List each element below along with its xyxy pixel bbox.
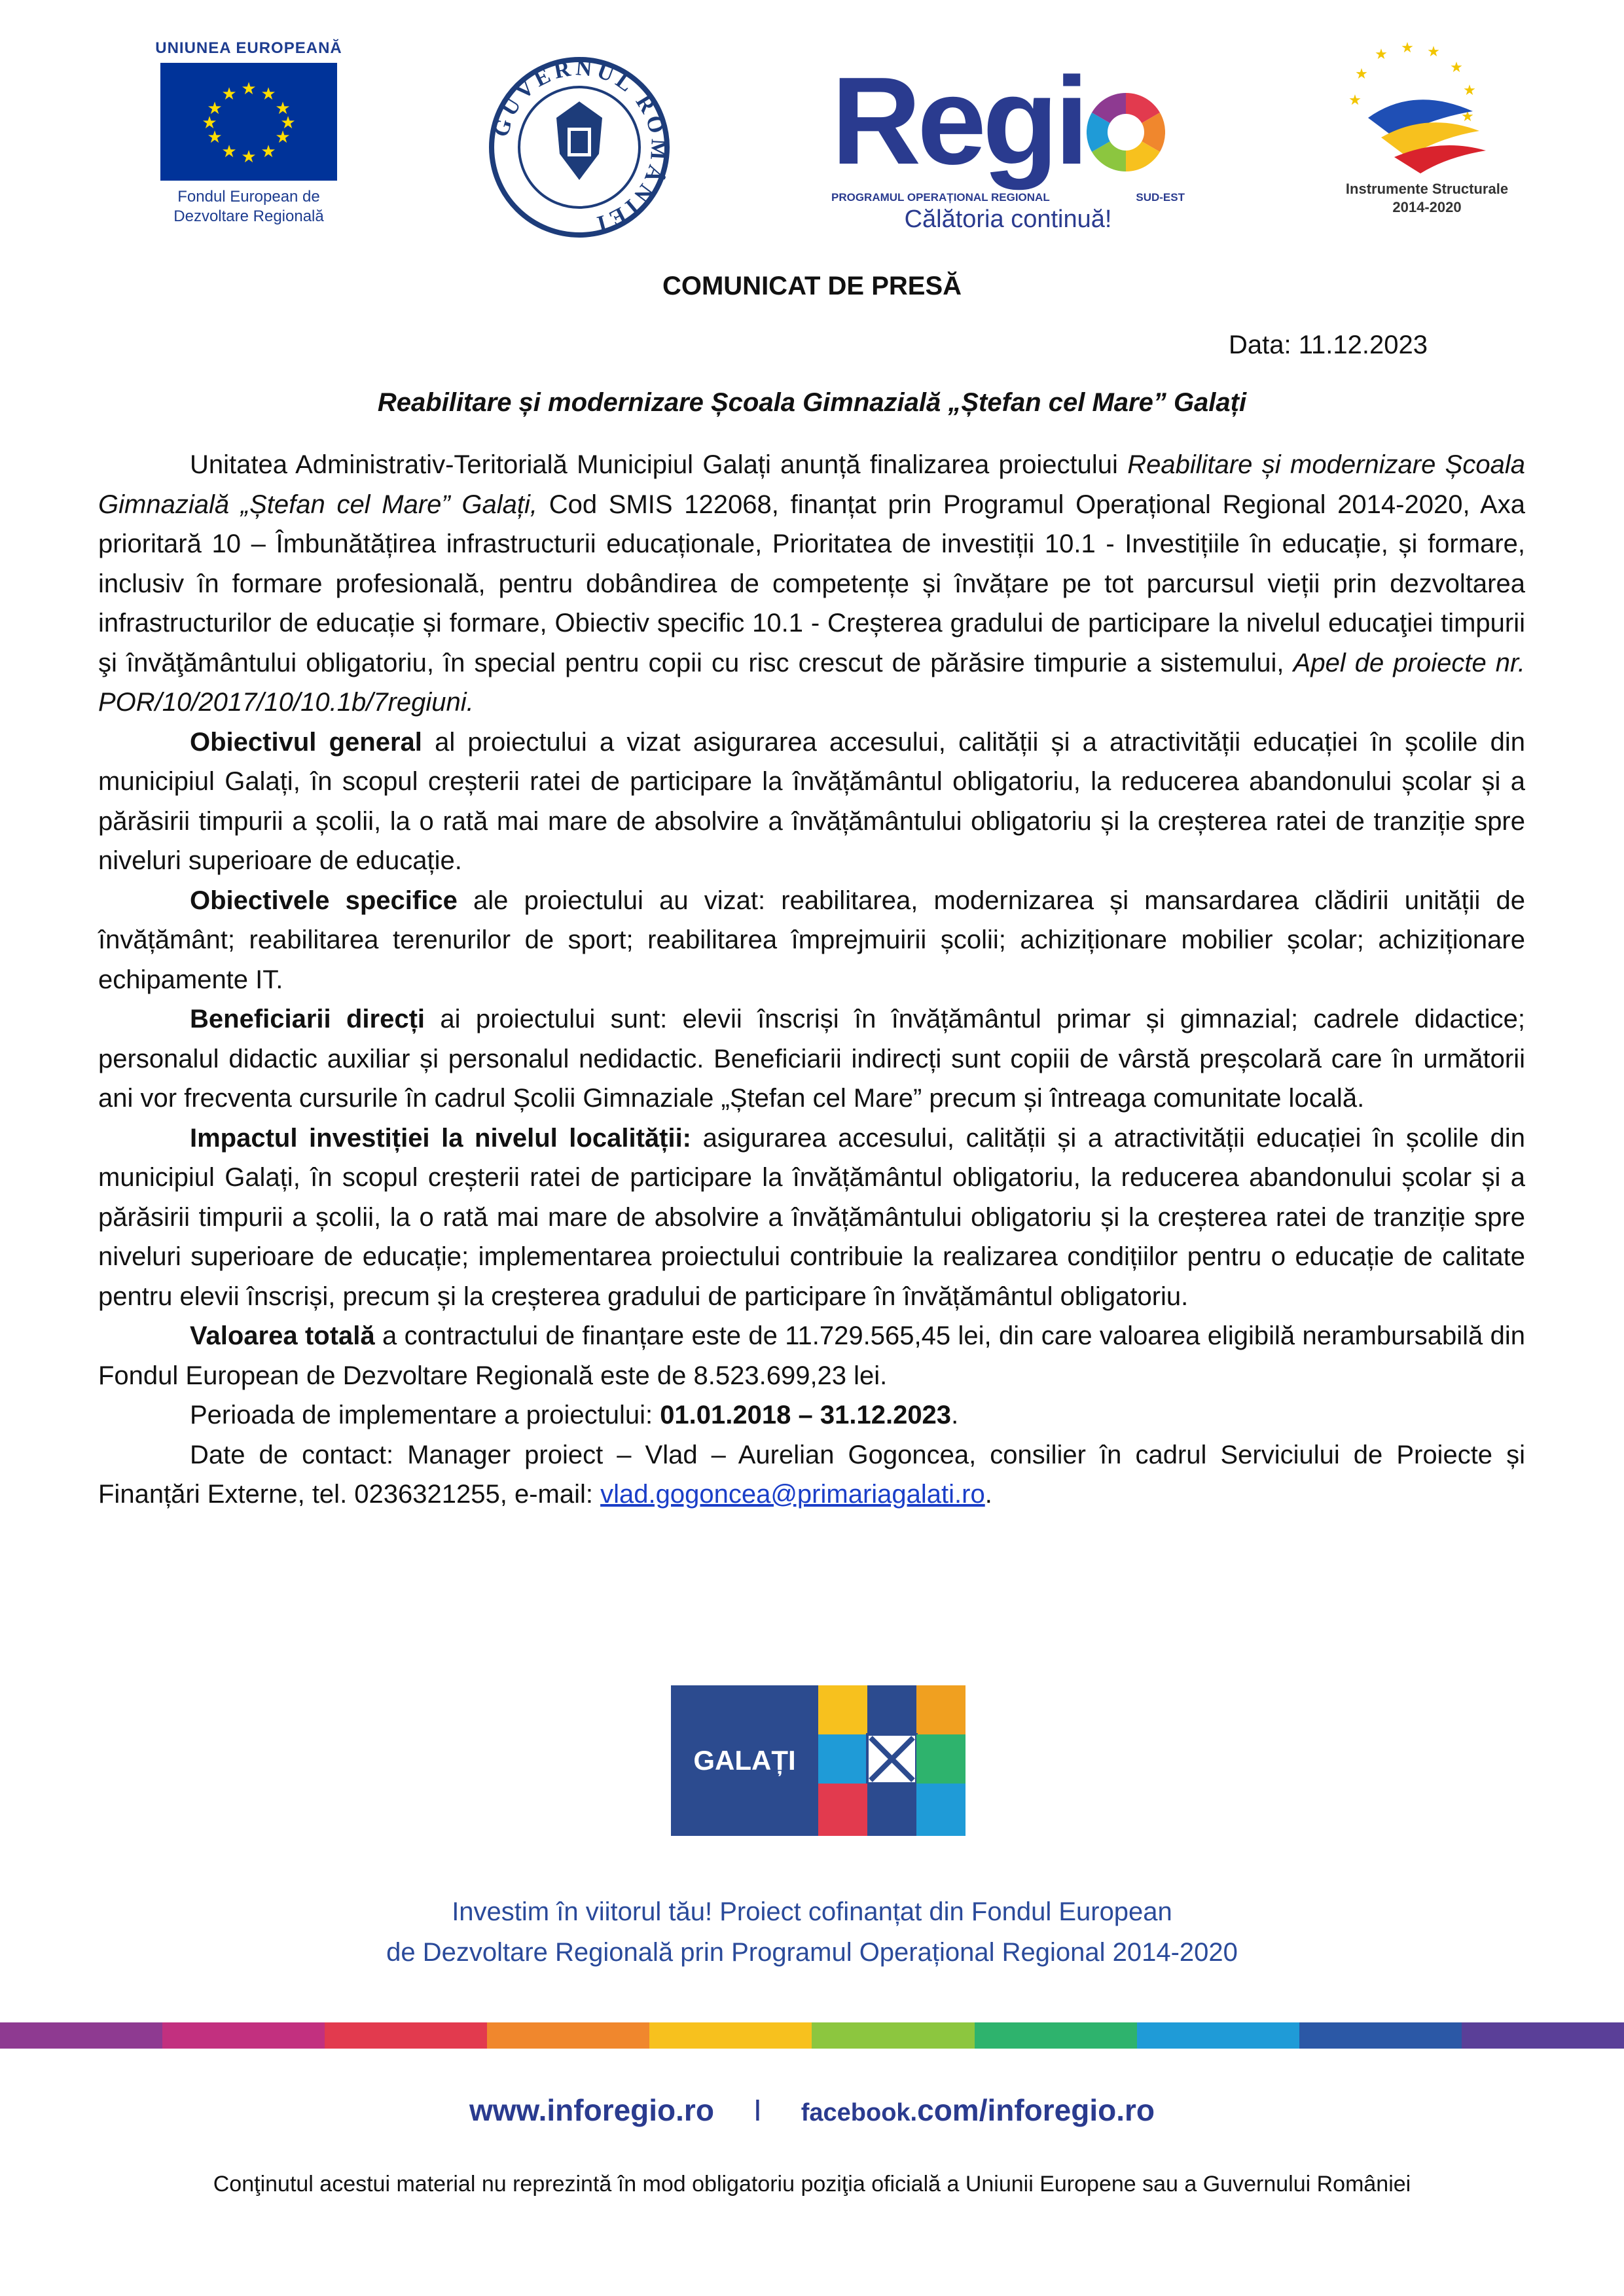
instrumente-caption-line1: Instrumente Structurale xyxy=(1345,181,1509,197)
eu-flag-icon xyxy=(160,63,337,181)
implementation-period-end: . xyxy=(951,1401,959,1429)
svg-text:★: ★ xyxy=(1348,92,1362,109)
rainbow-segment xyxy=(325,2022,487,2049)
galati-logo-blue-panel xyxy=(671,1685,818,1836)
total-value-heading: Valoarea totală xyxy=(190,1321,375,1350)
footer-separator: I xyxy=(753,2093,762,2127)
rainbow-segment xyxy=(649,2022,812,2049)
paragraph-implementation-period xyxy=(98,1395,1525,1435)
svg-text:★: ★ xyxy=(202,113,217,133)
svg-text:★: ★ xyxy=(207,128,223,147)
svg-text:★: ★ xyxy=(1355,66,1368,82)
paragraph-general-objective xyxy=(98,723,1525,881)
implementation-period-dates: 01.01.2018 – 31.12.2023 xyxy=(660,1401,952,1429)
specific-objectives-heading: Obiectivele specifice xyxy=(190,886,458,915)
rainbow-segment xyxy=(812,2022,974,2049)
galati-emblem-icon xyxy=(818,1685,965,1836)
svg-text:★: ★ xyxy=(241,147,257,167)
svg-text:★: ★ xyxy=(275,99,291,118)
intro-call-reference: Apel de proiecte nr. POR/10/2017/10/10.1b/7regiuni. xyxy=(98,648,1525,717)
beneficiaries-heading: Beneficiarii direcți xyxy=(190,1005,425,1033)
paragraph-beneficiaries xyxy=(98,999,1525,1119)
rainbow-segment xyxy=(975,2022,1137,2049)
paragraph-total-value xyxy=(98,1316,1525,1395)
instrumente-caption-line2: 2014-2020 xyxy=(1392,199,1462,215)
instrumente-structurale-logo xyxy=(1316,39,1538,236)
svg-text:★: ★ xyxy=(221,84,237,104)
svg-text:★: ★ xyxy=(207,99,223,118)
regio-sub-right: SUD-EST xyxy=(1136,191,1185,204)
paragraph-specific-objectives xyxy=(98,881,1525,1000)
intro-project-name: Reabilitare și modernizare Școala Gimnazială „Ștefan cel Mare” Galați, xyxy=(98,450,1525,519)
press-release-body xyxy=(98,445,1525,1515)
project-subtitle: Reabilitare și modernizare Școala Gimnazială „Ștefan cel Mare” Galați xyxy=(377,388,1247,417)
total-value-text: a contractului de finanțare este de 11.729.565,45 lei, din care valoarea eligibilă nerambursabilă din Fondul European de Dezvoltare Regională este de 8.523.699,23 lei. xyxy=(98,1321,1525,1390)
svg-text:★: ★ xyxy=(1450,60,1463,76)
paragraph-impact xyxy=(98,1119,1525,1317)
intro-text-c: Cod SMIS 122068, finanțat prin Programul Operațional Regional 2014-2020, Axa prioritară 10 – Îmbunătățirea infrastructurii educaționale, Prioritatea de investiții 10.1 - Investițiile în educație, și formare, inclusiv în formare profesională, pentru dobândirea de competențe și învățare pe tot parcursul vieții prin dezvoltarea infrastructurilor de educație și formare, Obiectiv specific 10.1 - Creșterea gradului de participare la nivelul educaţiei timpurii şi învăţământului obligatoriu, în special pentru copii cu risc crescut de părăsire timpurie a sistemului, xyxy=(98,490,1526,677)
svg-text:★: ★ xyxy=(1375,46,1388,63)
svg-text:★: ★ xyxy=(280,113,296,133)
seal-text: GUVERNUL ROMÂNIEI xyxy=(488,56,671,237)
date-label: Data: 11.12.2023 xyxy=(1229,331,1428,359)
general-objective-heading: Obiectivul general xyxy=(190,727,422,757)
footer-links xyxy=(0,2092,1624,2128)
svg-text:★: ★ xyxy=(241,79,257,99)
implementation-period-label: Perioada de implementare a proiectului: xyxy=(190,1401,660,1429)
facebook-link[interactable] xyxy=(801,2093,1155,2127)
government-seal-icon xyxy=(488,56,671,239)
eu-caption-line1: Fondul European de xyxy=(177,188,320,206)
rainbow-segment xyxy=(162,2022,325,2049)
rainbow-divider xyxy=(0,2022,1624,2049)
impact-heading: Impactul investiției la nivelul localității: xyxy=(190,1123,691,1153)
svg-text:★: ★ xyxy=(261,142,276,162)
paragraph-contact xyxy=(98,1435,1525,1515)
instrumente-flag-icon xyxy=(1316,39,1538,177)
facebook-link-prefix: facebook. xyxy=(801,2099,918,2126)
logo-bar xyxy=(0,39,1624,249)
svg-text:★: ★ xyxy=(1463,82,1476,99)
rainbow-segment xyxy=(487,2022,649,2049)
regio-subtitle xyxy=(831,191,1185,204)
regio-sub-left: PROGRAMUL OPERAȚIONAL REGIONAL xyxy=(831,191,1050,204)
svg-text:★: ★ xyxy=(221,142,237,162)
paragraph-intro xyxy=(98,445,1525,723)
intro-text-a: Unitatea Administrativ-Teritorială Municipiul Galați anunță finalizarea proiectului xyxy=(190,450,1128,479)
svg-text:★: ★ xyxy=(1427,44,1440,60)
eu-logo-title: UNIUNEA EUROPEANĂ xyxy=(155,39,342,57)
rainbow-segment xyxy=(0,2022,162,2049)
general-objective-text: al proiectului a vizat asigurarea accesului, calității și a atractivității educației în școlile din municipiul Galați, în scopul creșterii ratei de participare la învățământul obligatoriu, la reducerea abandonului școlar și a părăsirii timpurii a școlii, la o rată mai mare de absolvire a învățământului obligatoriu și la creșterea ratei de tranziție spre niveluri superioare de educație. xyxy=(98,727,1526,875)
slogan-line2: de Dezvoltare Regională prin Programul Operațional Regional 2014-2020 xyxy=(386,1938,1238,1967)
footer-disclaimer: Conţinutul acestui material nu reprezintă în mod obligatoriu poziţia oficială a Uniunii Europene sau a Guvernului României xyxy=(213,2172,1411,2197)
contact-text: Date de contact: Manager proiect – Vlad – Aurelian Gogoncea, consilier în cadrul Serviciului de Proiecte și Finanțări Externe, tel. 0236321255, e-mail: xyxy=(98,1440,1525,1509)
romanian-government-seal xyxy=(488,56,671,239)
regio-tagline: Călătoria continuă! xyxy=(904,206,1112,233)
footer-slogan xyxy=(0,1892,1624,1973)
eu-caption-line2: Dezvoltare Regională xyxy=(173,207,324,225)
slogan-line1: Investim în viitorul tău! Proiect cofinanțat din Fondul European xyxy=(452,1897,1172,1926)
svg-text:★: ★ xyxy=(1461,109,1474,125)
eu-logo xyxy=(151,39,347,236)
contact-email-link[interactable]: vlad.gogoncea@primariagalati.ro xyxy=(600,1480,985,1509)
rainbow-segment xyxy=(1299,2022,1462,2049)
rainbow-segment xyxy=(1137,2022,1299,2049)
regio-logo xyxy=(831,52,1198,236)
contact-end: . xyxy=(984,1480,992,1509)
website-link[interactable]: www.inforegio.ro xyxy=(469,2093,714,2127)
svg-text:★: ★ xyxy=(261,84,276,104)
facebook-link-path: com/inforegio.ro xyxy=(917,2093,1155,2127)
svg-text:★: ★ xyxy=(275,128,291,147)
rainbow-segment xyxy=(1462,2022,1624,2049)
galati-city-logo xyxy=(671,1685,965,1836)
specific-objectives-text: ale proiectului au vizat: reabilitarea, modernizarea și mansardarea clădirii unității de învățământ; reabilitarea terenurilor de sport; reabilitarea împrejmuirii școlii; achiziționare mobilier școlar; achiziționare echipamente IT. xyxy=(98,886,1526,994)
page-title: COMUNICAT DE PRESĂ xyxy=(662,272,962,300)
impact-text: asigurarea accesului, calității și a atractivității educației în școlile din municipiul Galați, în scopul creșterii ratei de participare la învățământul obligatoriu, la reducerea abandonului școlar și a părăsirii timpurii a școlii, la o rată mai mare de absolvire a învățământului obligatoriu și la creșterea ratei de tranziție spre niveluri superioare de educație; implementarea proiectului contribuie la realizarea condițiilor pentru o educație de calitate pentru elevii înscriși, precum și la creșterea gradului de participare în învățământul obligatoriu. xyxy=(98,1123,1525,1311)
svg-text:★: ★ xyxy=(1401,40,1414,56)
regio-color-wheel-icon xyxy=(1087,93,1165,171)
beneficiaries-text: ai proiectului sunt: elevii înscriși în învățământul primar și gimnazial; cadrele didactice; personalul didactic auxiliar și personalul nedidactic. Beneficiarii indirecți sunt copiii de vârstă preșcolară care în următorii ani vor frecventa cursurile în cadrul Școlii Gimnaziale „Ștefan cel Mare” precum și întreaga comunitate locală. xyxy=(98,1005,1525,1113)
regio-wordmark: Regi xyxy=(831,52,1085,190)
galati-logo-text: GALAȚI xyxy=(693,1745,796,1776)
